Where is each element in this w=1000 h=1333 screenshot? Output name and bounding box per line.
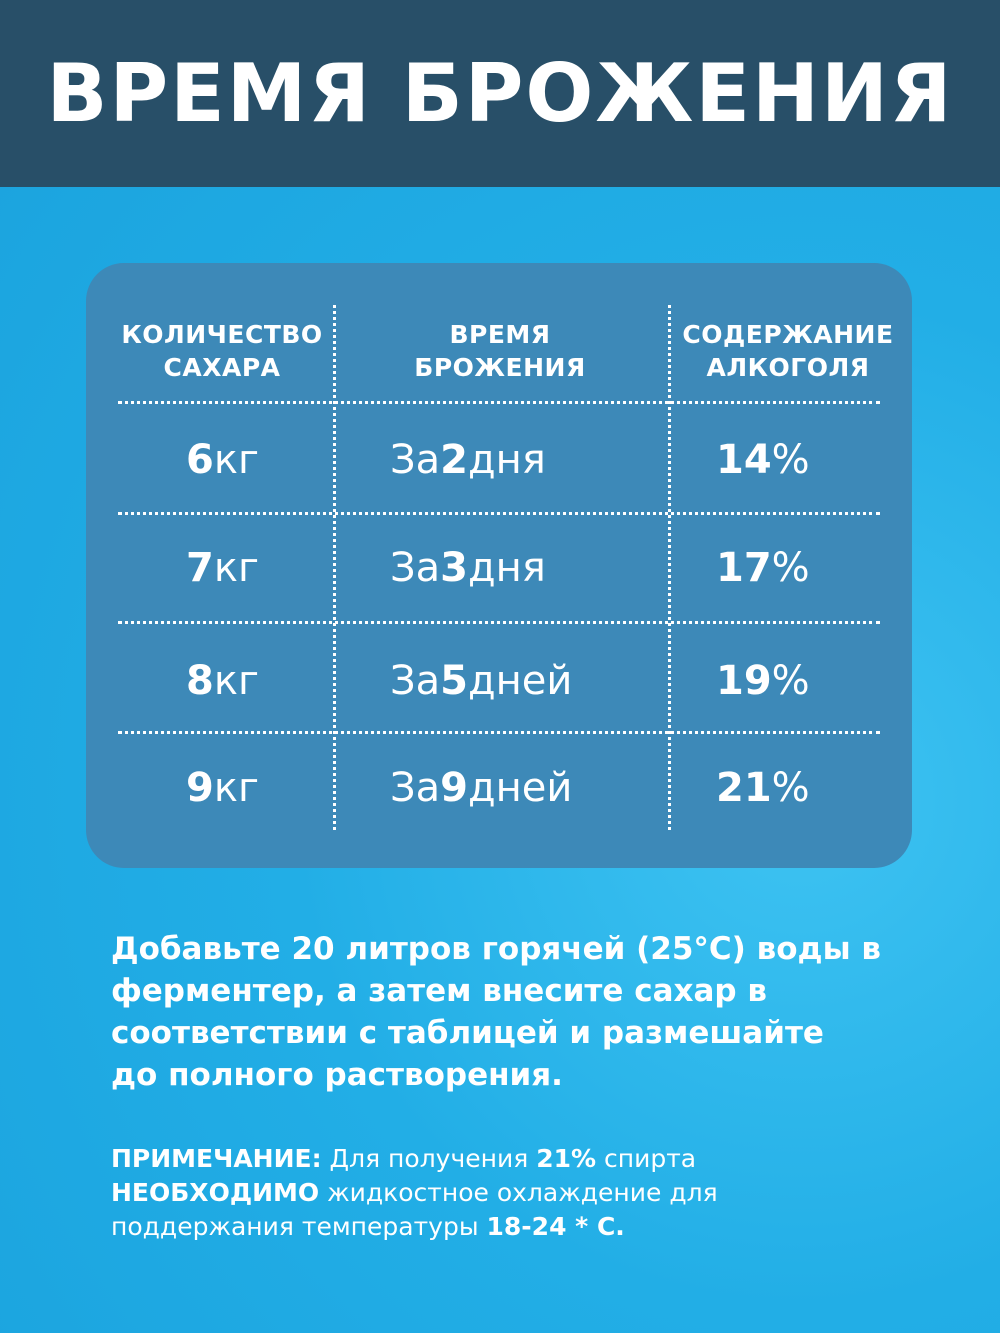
note-text: Для получения <box>321 1144 537 1173</box>
sugar-unit: кг <box>213 545 260 591</box>
header-line: ВРЕМЯ <box>449 319 551 349</box>
note-temperature: 18-24 * С. <box>486 1212 625 1241</box>
fermentation-time-cell <box>350 651 650 711</box>
time-unit: дней <box>468 658 573 704</box>
note-paragraph <box>111 1142 911 1244</box>
time-prefix: За <box>390 658 441 704</box>
note-text: жидкостное охлаждение для <box>319 1178 718 1207</box>
fermentation-time-cell <box>350 538 650 598</box>
sugar-unit: кг <box>213 658 260 704</box>
note-required: НЕОБХОДИМО <box>111 1178 320 1207</box>
header-line: КОЛИЧЕСТВО <box>121 319 323 349</box>
note-percent: 21% <box>536 1144 597 1173</box>
instructions-line: до полного растворения. <box>111 1057 563 1093</box>
sugar-value: 6 <box>185 437 214 483</box>
sugar-value: 7 <box>185 545 214 591</box>
time-unit: дней <box>468 765 573 811</box>
alcohol-unit: % <box>771 658 810 704</box>
alcohol-content-cell <box>680 651 890 711</box>
sugar-amount-cell <box>120 538 325 598</box>
sugar-value: 8 <box>185 658 214 704</box>
note-line <box>111 1176 911 1210</box>
sugar-unit: кг <box>213 437 260 483</box>
time-value: 2 <box>440 437 468 483</box>
time-prefix: За <box>390 545 441 591</box>
note-line <box>111 1142 911 1176</box>
instructions-paragraph <box>111 928 911 1096</box>
sugar-amount-cell <box>120 758 325 818</box>
note-text: поддержания температуры <box>111 1212 487 1241</box>
header-fermentation-time <box>390 313 610 388</box>
alcohol-value: 19 <box>716 658 772 704</box>
alcohol-content-cell <box>680 430 890 490</box>
alcohol-unit: % <box>771 437 810 483</box>
page-title: ВРЕМЯ БРОЖЕНИЯ <box>46 47 954 140</box>
time-prefix: За <box>390 765 441 811</box>
alcohol-content-cell <box>680 538 890 598</box>
column-divider <box>333 305 336 830</box>
fermentation-time-cell <box>350 430 650 490</box>
alcohol-value: 21 <box>716 765 772 811</box>
column-divider <box>668 305 671 830</box>
instructions-line: ферментер, а затем внесите сахар в <box>111 973 768 1009</box>
alcohol-value: 14 <box>716 437 772 483</box>
row-divider <box>118 621 880 624</box>
alcohol-value: 17 <box>716 545 772 591</box>
header-banner <box>0 0 1000 187</box>
note-label: ПРИМЕЧАНИЕ: <box>111 1144 322 1173</box>
row-divider <box>118 401 880 404</box>
header-line: БРОЖЕНИЯ <box>414 352 586 382</box>
note-text: спирта <box>596 1144 697 1173</box>
time-unit: дня <box>468 545 546 591</box>
time-value: 9 <box>440 765 468 811</box>
alcohol-content-cell <box>680 758 890 818</box>
alcohol-unit: % <box>771 765 810 811</box>
header-alcohol-content <box>672 313 904 388</box>
alcohol-unit: % <box>771 545 810 591</box>
time-value: 3 <box>440 545 468 591</box>
note-line <box>111 1210 911 1244</box>
time-prefix: За <box>390 437 441 483</box>
sugar-unit: кг <box>213 765 260 811</box>
time-value: 5 <box>440 658 468 704</box>
sugar-amount-cell <box>120 651 325 711</box>
header-line: АЛКОГОЛЯ <box>706 352 870 382</box>
row-divider <box>118 731 880 734</box>
row-divider <box>118 512 880 515</box>
sugar-value: 9 <box>185 765 214 811</box>
instructions-line: Добавьте 20 литров горячей (25°С) воды в <box>111 931 882 967</box>
time-unit: дня <box>468 437 546 483</box>
sugar-amount-cell <box>120 430 325 490</box>
fermentation-time-cell <box>350 758 650 818</box>
instructions-line: соответствии с таблицей и размешайте <box>111 1015 824 1051</box>
header-sugar-amount <box>112 313 332 388</box>
header-line: САХАРА <box>163 352 281 382</box>
header-line: СОДЕРЖАНИЕ <box>682 319 894 349</box>
